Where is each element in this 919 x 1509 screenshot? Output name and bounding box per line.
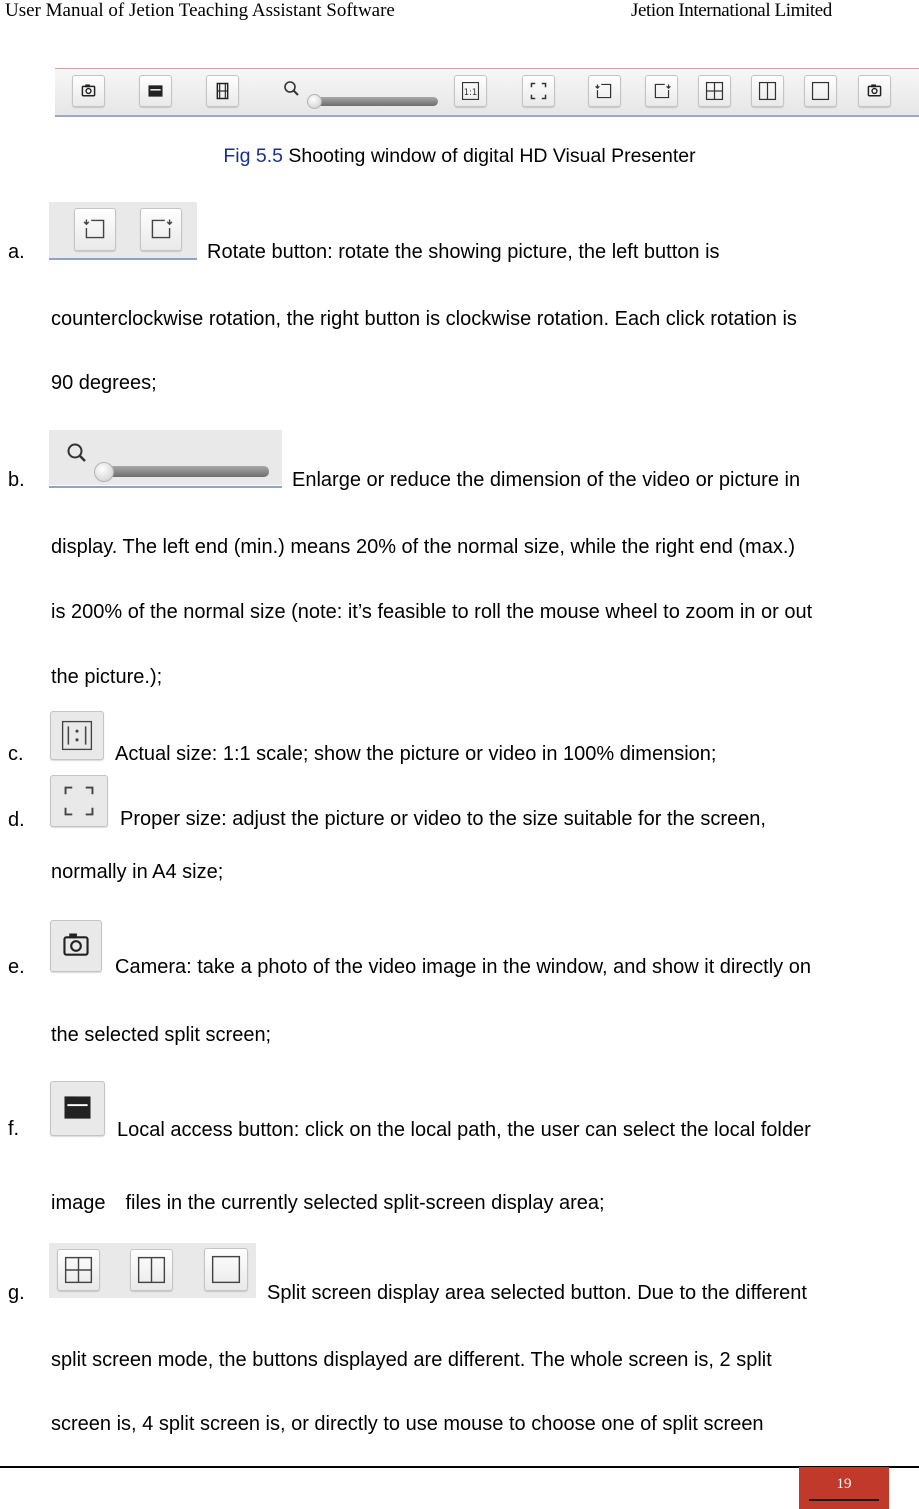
figure-number: Fig 5.5: [223, 145, 283, 167]
item-d-line-1: Proper size: adjust the picture or video to the size suitable for the screen,: [120, 808, 766, 830]
film-icon[interactable]: [206, 75, 239, 107]
footer-divider: [0, 1466, 919, 1468]
rotate-right-icon[interactable]: [645, 75, 678, 107]
header-title: User Manual of Jetion Teaching Assistant Software: [5, 0, 395, 21]
zoom-track: [97, 466, 269, 477]
rotate-left-icon[interactable]: [588, 75, 621, 107]
item-g-line-3: screen is, 4 split screen is, or directly to use mouse to choose one of split screen: [51, 1413, 764, 1435]
folder-icon[interactable]: [139, 75, 172, 107]
item-label-g: g.: [8, 1282, 25, 1304]
zoom-search-icon: [277, 77, 305, 101]
item-label-a: a.: [8, 241, 25, 263]
svg-text:1:1: 1:1: [463, 86, 478, 97]
item-b-line-2: display. The left end (min.) means 20% of the normal size, while the right end (max.): [51, 536, 796, 558]
item-b-line-4: the picture.);: [51, 666, 163, 688]
item-d-line-2: normally in A4 size;: [51, 861, 224, 883]
two-split-icon: [130, 1249, 173, 1291]
camera-icon[interactable]: [858, 75, 891, 107]
rotate-right-icon: [140, 208, 182, 251]
item-c-line-1: Actual size: 1:1 scale; show the picture or video in 100% dimension;: [115, 743, 717, 765]
actual-size-icon[interactable]: [454, 75, 487, 107]
header-company: Jetion International Limited: [631, 0, 832, 21]
single-screen-icon[interactable]: [804, 75, 837, 107]
folder-icon: [50, 1081, 105, 1136]
item-a-line-1: Rotate button: rotate the showing picture, the left button is: [207, 241, 720, 263]
item-b-line-3: is 200% of the normal size (note: it’s feasible to roll the mouse wheel to zoom in or out: [51, 601, 813, 623]
item-label-d: d.: [8, 809, 25, 831]
page-number-underline: [809, 1499, 879, 1501]
item-label-b: b.: [8, 469, 25, 491]
split-screen-buttons-image: [49, 1243, 256, 1298]
fit-screen-icon: [50, 775, 108, 827]
four-split-icon[interactable]: [698, 75, 731, 107]
zoom-slider[interactable]: [307, 97, 438, 106]
item-b-line-1: Enlarge or reduce the dimension of the video or picture in: [292, 469, 801, 491]
item-label-e: e.: [8, 956, 25, 978]
rotate-buttons-image: [49, 202, 197, 258]
figure-caption-text: Shooting window of digital HD Visual Presenter: [283, 145, 696, 167]
camera-icon: [50, 920, 102, 972]
item-e-line-1: Camera: take a photo of the video image in the window, and show it directly on: [115, 956, 811, 978]
zoom-search-icon: [62, 440, 94, 466]
four-split-icon: [57, 1249, 100, 1291]
item-a-line-2: counterclockwise rotation, the right button is clockwise rotation. Each click rotation is: [51, 308, 797, 330]
item-g-line-1: Split screen display area selected button. Due to the different: [267, 1282, 807, 1304]
actual-size-icon: [50, 711, 104, 760]
zoom-slider-image: [49, 430, 282, 485]
zoom-image-underline: [49, 486, 282, 488]
rotate-image-underline: [49, 258, 197, 260]
item-g-line-2: split screen mode, the buttons displayed are different. The whole screen is, 2 split: [51, 1349, 772, 1371]
fit-screen-icon[interactable]: [522, 75, 555, 107]
item-f-line-2: image files in the currently selected split-screen display area;: [51, 1192, 605, 1214]
zoom-knob: [94, 462, 114, 482]
two-split-icon[interactable]: [751, 75, 784, 107]
zoom-slider-handle[interactable]: [307, 94, 322, 109]
rotate-left-icon: [74, 208, 116, 251]
presenter-toolbar: [55, 68, 919, 117]
camera-icon[interactable]: [72, 75, 105, 107]
item-label-f: f.: [8, 1118, 20, 1140]
page-number-badge: [799, 1467, 889, 1509]
single-screen-icon: [204, 1248, 248, 1291]
figure-caption: [0, 145, 919, 168]
item-a-line-3: 90 degrees;: [51, 372, 157, 394]
item-f-line-1: Local access button: click on the local path, the user can select the local folder: [117, 1119, 811, 1141]
item-e-line-2: the selected split screen;: [51, 1024, 272, 1046]
page-number: 19: [836, 1476, 852, 1492]
item-label-c: c.: [8, 743, 24, 765]
